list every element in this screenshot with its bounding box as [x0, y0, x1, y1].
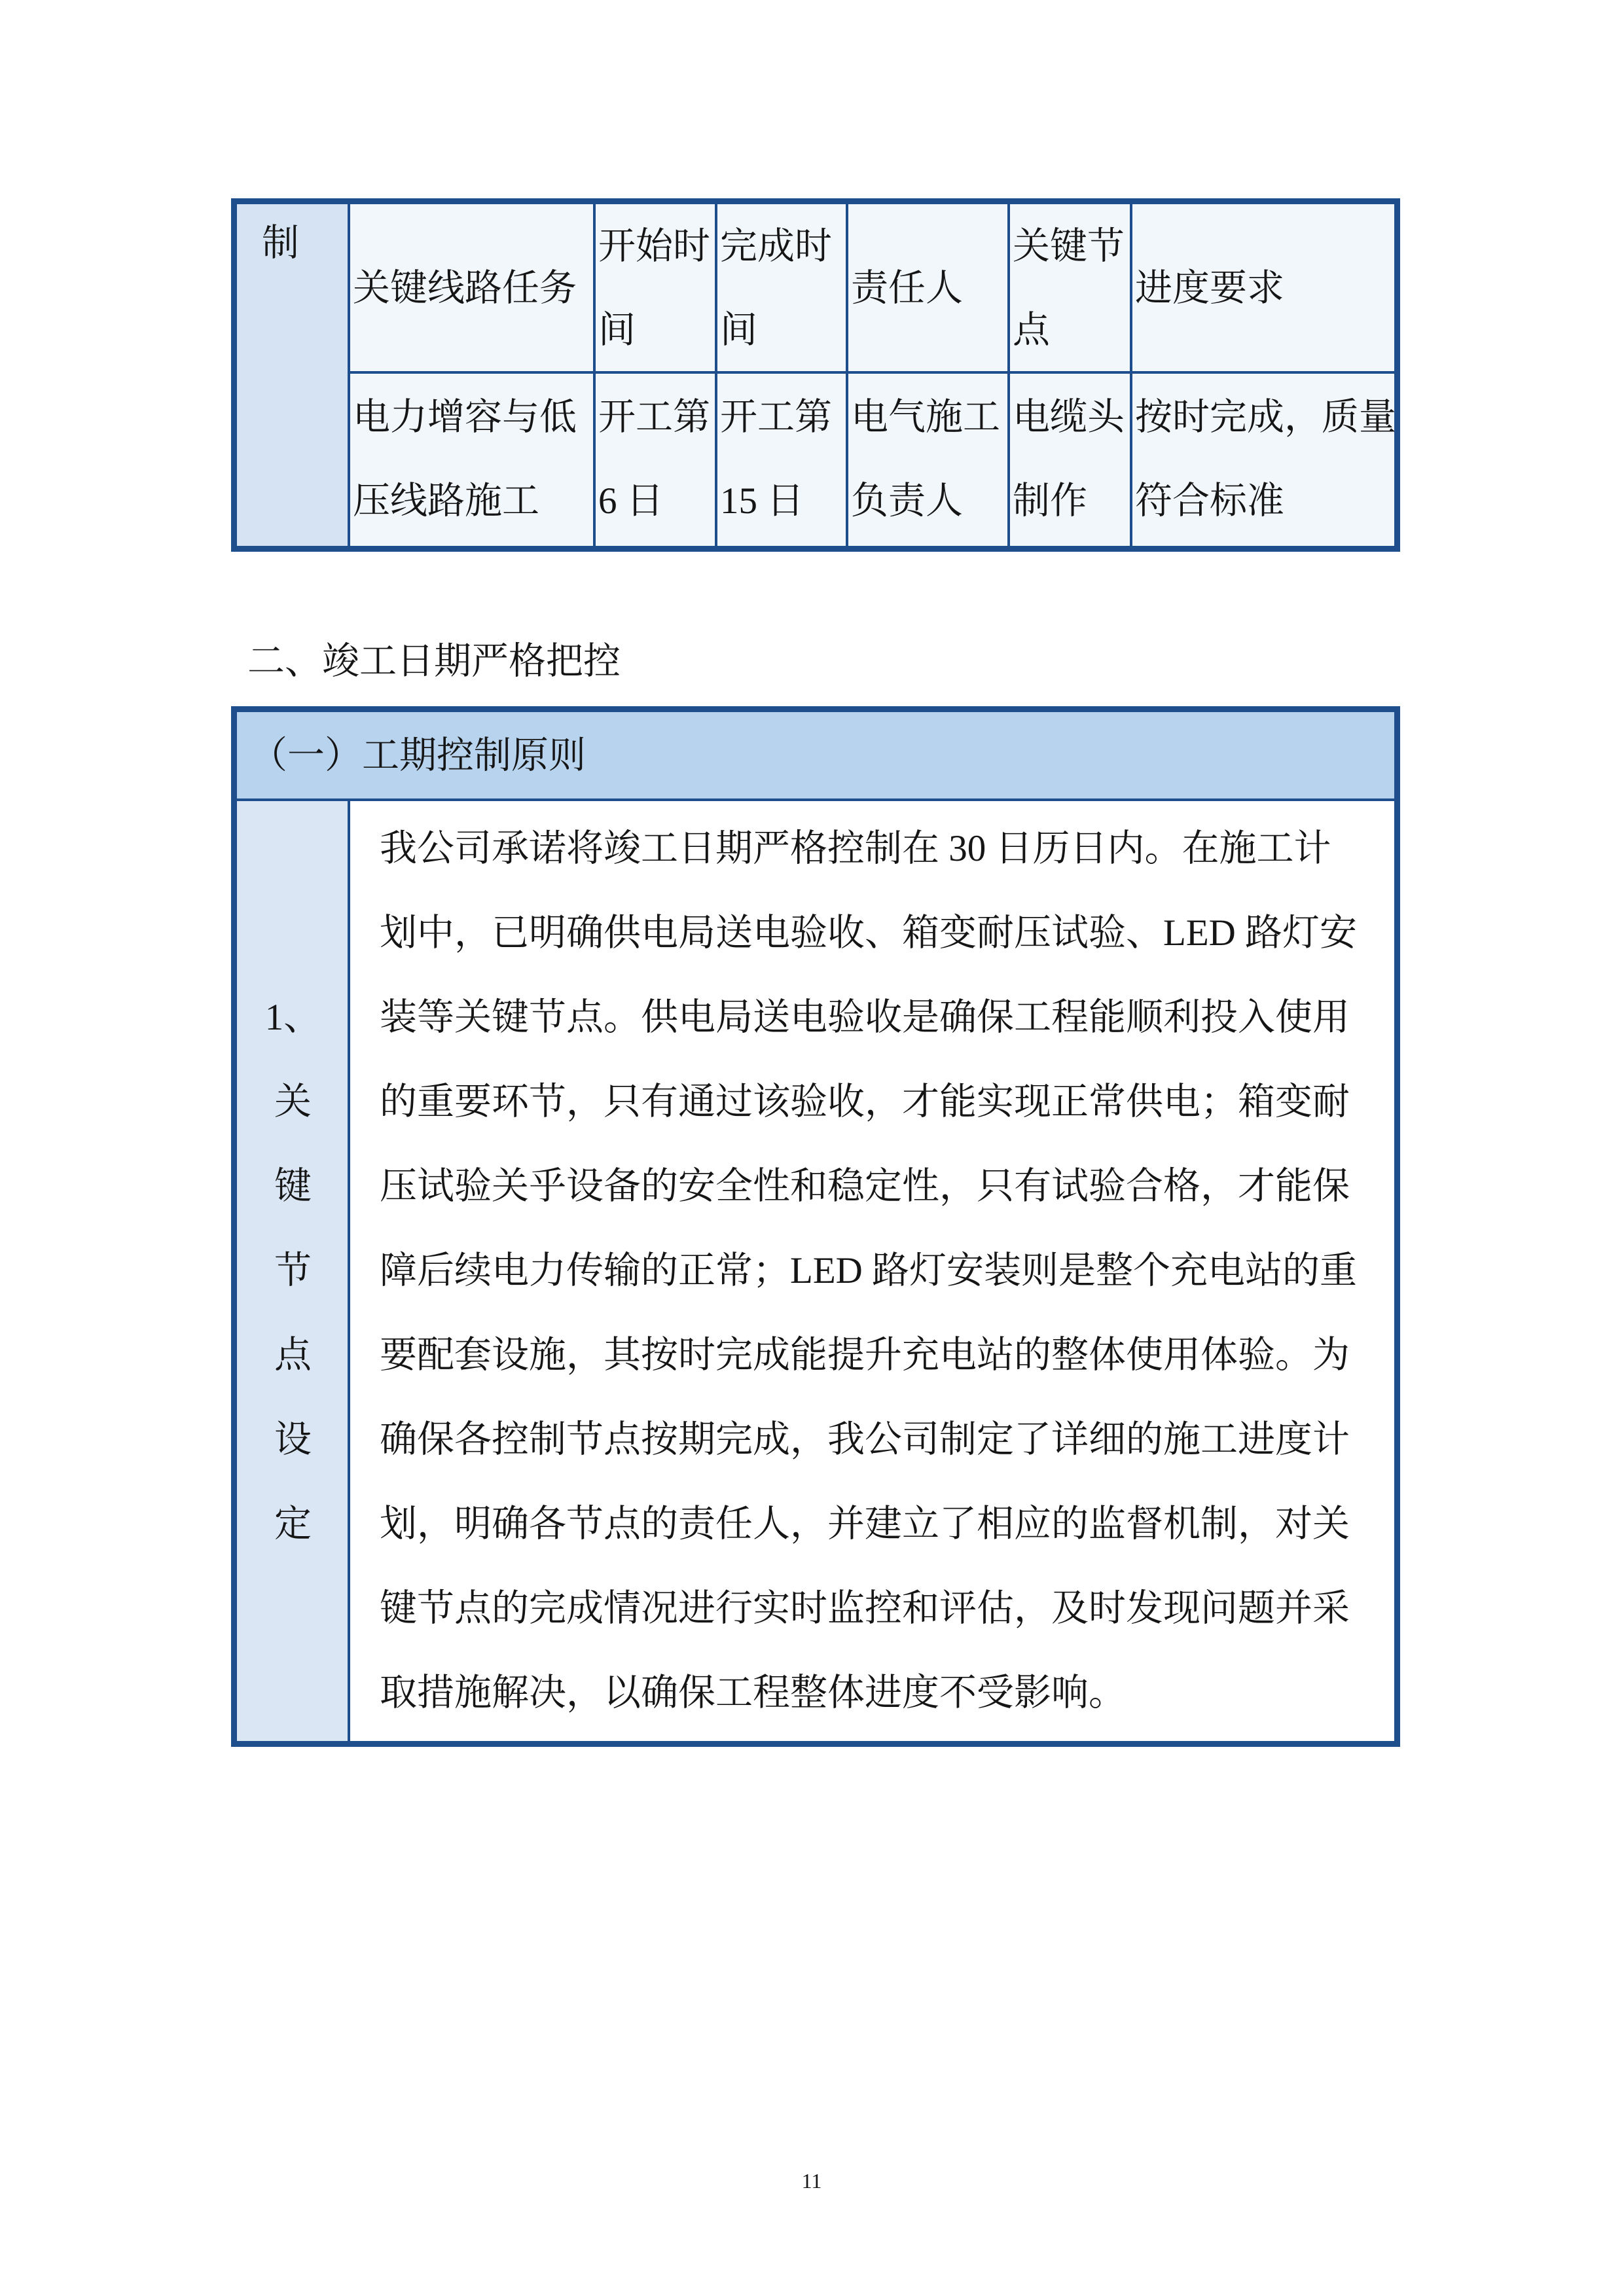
row-cell-progress-requirement: [1131, 372, 1394, 546]
header-cell-start-time: [594, 204, 716, 372]
side-label-char: 设: [274, 1419, 312, 1460]
principle-table: [231, 706, 1400, 1747]
principle-header: [237, 712, 1394, 800]
key-node-side-label: [237, 975, 349, 1566]
row-cell-task: [349, 372, 594, 546]
header-text: 责任人: [851, 267, 963, 309]
cell-text: 6 日: [598, 480, 664, 522]
side-label-char: 节: [274, 1250, 312, 1291]
cell-text: 开工第: [598, 396, 710, 438]
paragraph-line: 的重要环节，只有通过该验收，才能实现正常供电；箱变耐: [380, 1081, 1350, 1122]
cell-text: 电缆头: [1013, 396, 1125, 438]
cell-text: 制作: [1013, 480, 1087, 522]
header-text: 点: [1013, 309, 1050, 351]
row-cell-end-time: [716, 372, 847, 546]
cell-text: 开工第: [720, 396, 832, 438]
cell-text: 压线路施工: [353, 480, 539, 522]
side-label-char: 键: [274, 1166, 312, 1207]
header-cell-task: [349, 204, 594, 372]
header-cell-owner: [847, 204, 1009, 372]
page-number: 11: [801, 2169, 822, 2193]
header-text: 关键线路任务: [353, 267, 577, 309]
paragraph-line: 障后续电力传输的正常；LED 路灯安装则是整个充电站的重: [380, 1250, 1358, 1291]
side-label-char: 点: [274, 1335, 312, 1376]
table-side-label: [237, 204, 349, 283]
section-heading: 二、竣工日期严格把控: [247, 641, 621, 682]
header-text: 进度要求: [1135, 267, 1284, 309]
side-label-char: 定: [274, 1503, 312, 1545]
row-cell-owner: [847, 372, 1009, 546]
cell-text: 电力增容与低: [353, 396, 577, 438]
schedule-table: [231, 198, 1400, 552]
principle-header-text: （一）工期控制原则: [250, 735, 586, 776]
row-cell-start-time: [594, 372, 716, 546]
header-cell-key-node: [1009, 204, 1131, 372]
cell-text: 15 日: [720, 480, 804, 522]
cell-text: 符合标准: [1135, 480, 1284, 522]
paragraph-line: 划中，已明确供电局送电验收、箱变耐压试验、LED 路灯安: [380, 912, 1358, 954]
paragraph-line: 确保各控制节点按期完成，我公司制定了详细的施工进度计: [380, 1419, 1350, 1460]
side-label-text: 制: [262, 223, 299, 264]
principle-paragraph: [380, 806, 1357, 1735]
header-text: 间: [720, 309, 757, 351]
header-text: 完成时: [720, 225, 832, 267]
paragraph-line: 划，明确各节点的责任人，并建立了相应的监督机制，对关: [380, 1503, 1350, 1545]
row-cell-key-node: [1009, 372, 1131, 546]
header-text: 开始时: [598, 225, 710, 267]
paragraph-line: 压试验关乎设备的安全性和稳定性，只有试验合格，才能保: [380, 1166, 1350, 1207]
paragraph-line: 取措施解决，以确保工程整体进度不受影响。: [380, 1672, 1126, 1713]
cell-text: 负责人: [851, 480, 963, 522]
cell-text: 电气施工: [851, 396, 1000, 438]
header-text: 关键节: [1013, 225, 1125, 267]
cell-text: 按时完成，质量: [1135, 396, 1396, 438]
header-cell-progress-requirement: [1131, 204, 1394, 372]
paragraph-line: 要配套设施，其按时完成能提升充电站的整体使用体验。为: [380, 1335, 1350, 1376]
paragraph-line: 键节点的完成情况进行实时监控和评估，及时发现问题并采: [380, 1588, 1350, 1629]
header-cell-end-time: [716, 204, 847, 372]
side-label-char: 关: [274, 1081, 312, 1122]
paragraph-line: 我公司承诺将竣工日期严格控制在 30 日历日内。在施工计: [380, 828, 1331, 869]
paragraph-line: 装等关键节点。供电局送电验收是确保工程能顺利投入使用: [380, 997, 1350, 1038]
header-text: 间: [598, 309, 636, 351]
side-label-char: 1、: [264, 997, 321, 1038]
